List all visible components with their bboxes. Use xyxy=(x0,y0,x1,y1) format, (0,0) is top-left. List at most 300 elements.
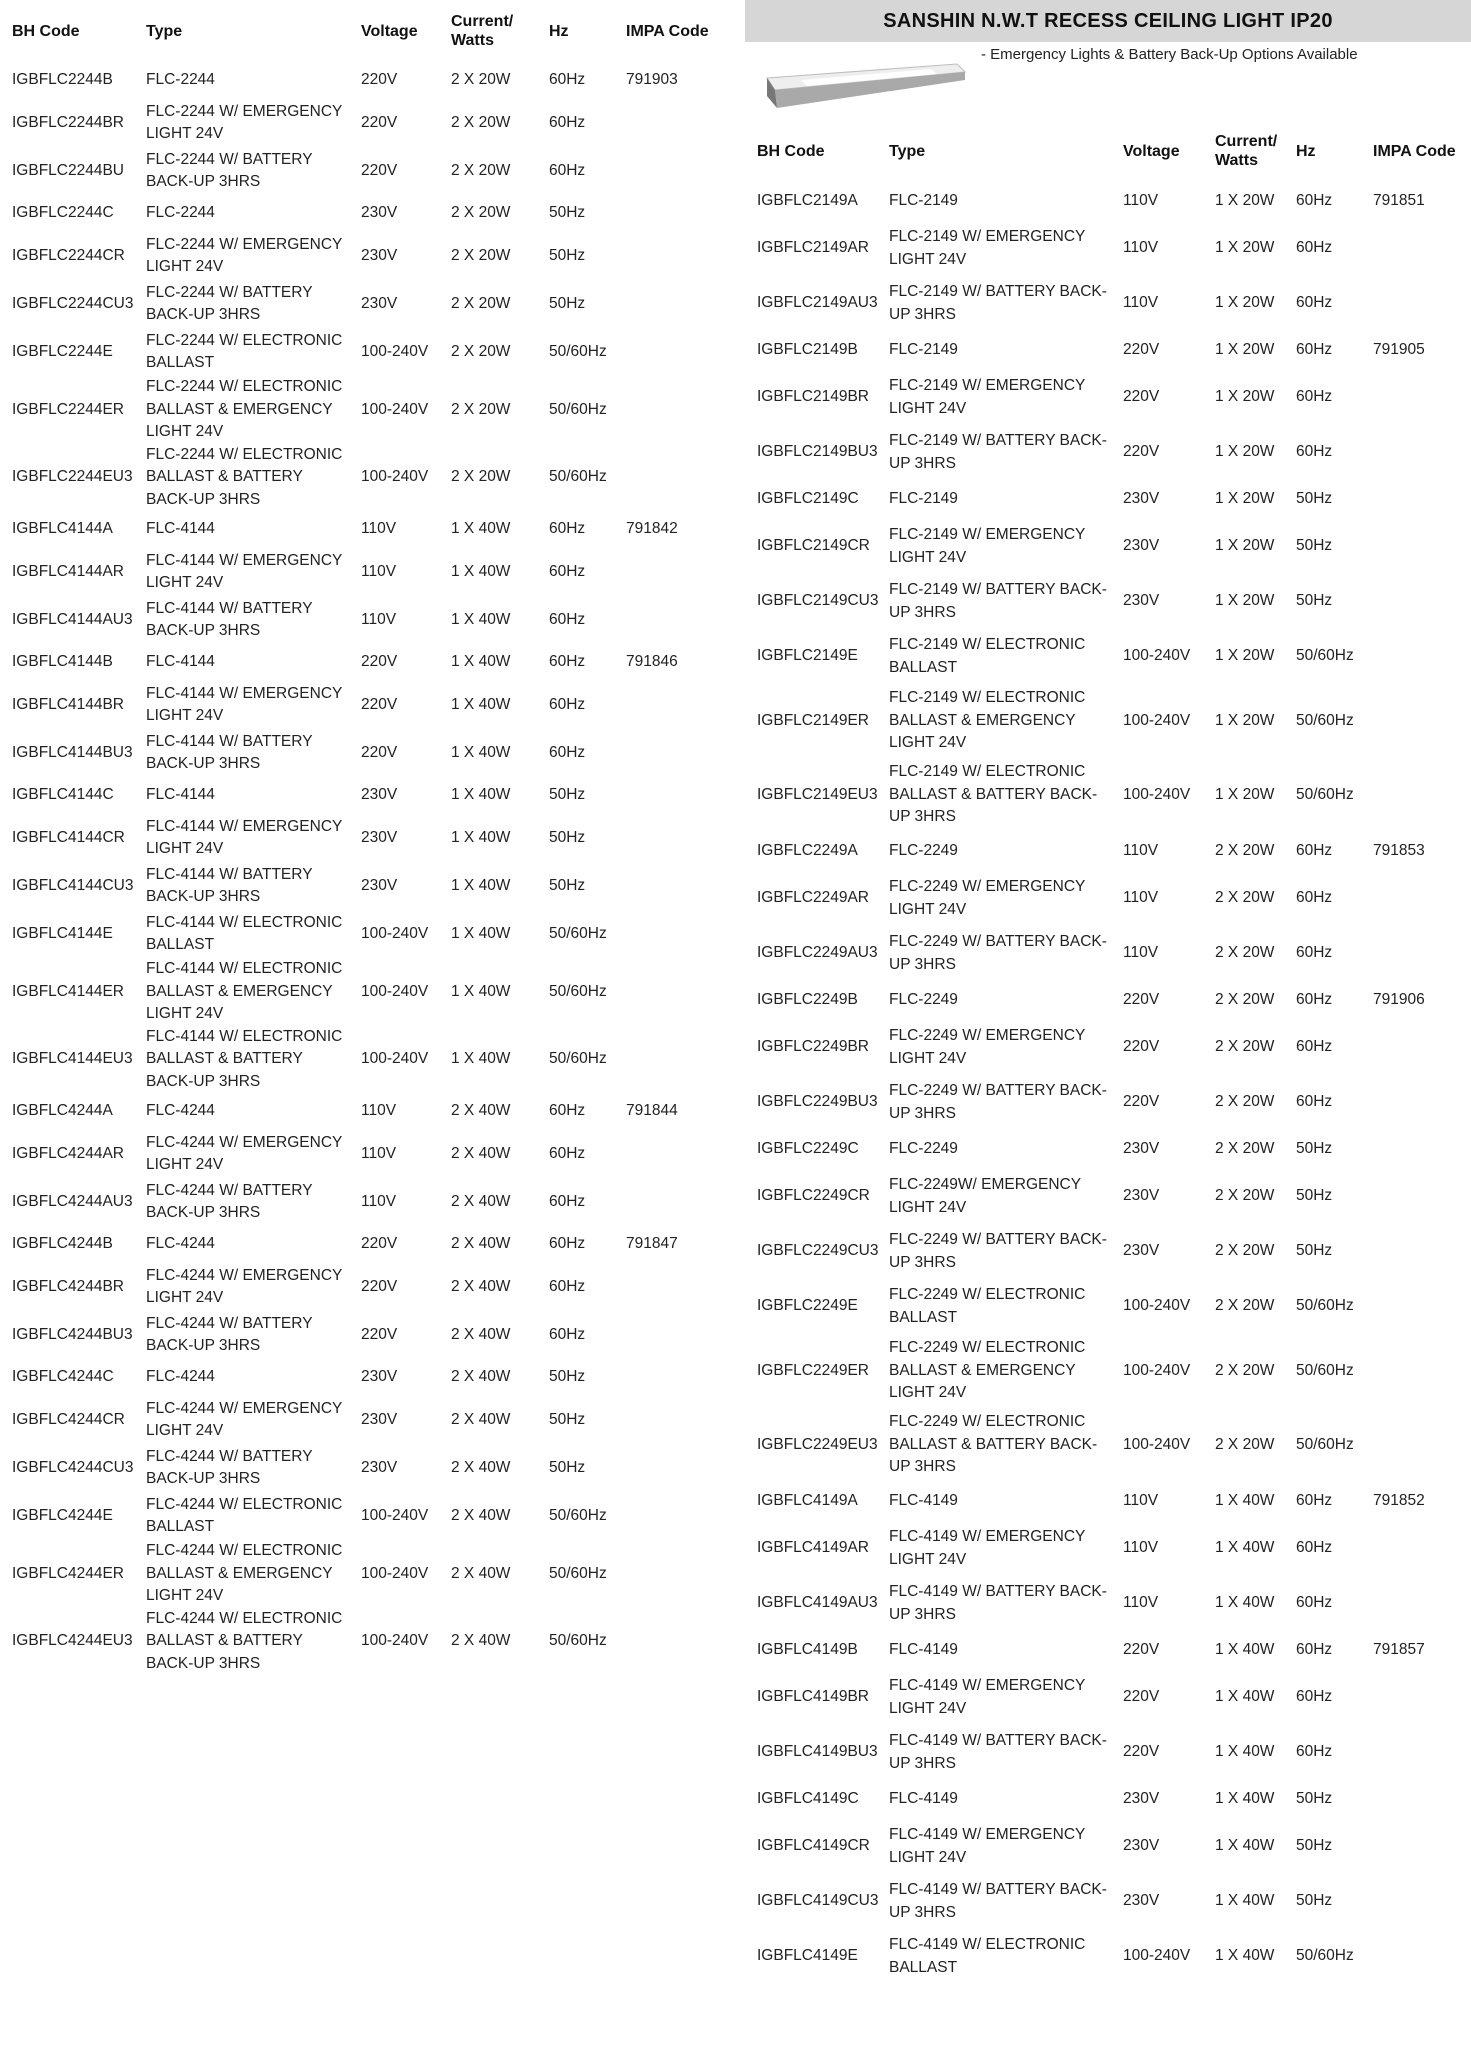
cell-hz: 60Hz xyxy=(1296,294,1333,312)
cell-hz: 60Hz xyxy=(1296,1093,1333,1111)
cell-bh-code: IGBFLC2244C xyxy=(12,204,114,222)
cell-type: FLC-2249 xyxy=(889,1140,958,1158)
cell-hz: 50Hz xyxy=(1296,1837,1333,1855)
cell-voltage: 110V xyxy=(361,610,397,628)
cell-hz: 60Hz xyxy=(549,695,586,713)
cell-voltage: 230V xyxy=(1123,1790,1160,1808)
cell-bh-code: IGBFLC2149CR xyxy=(757,537,870,555)
cell-hz: 50/60Hz xyxy=(1296,1435,1354,1453)
cell-impa-code xyxy=(614,548,730,596)
cell-current-watts: 2 X 40W xyxy=(451,1102,511,1120)
column-header-impa-code: IMPA Code xyxy=(1373,142,1456,160)
cell-hz: 60Hz xyxy=(1296,192,1333,210)
table-row xyxy=(0,444,730,512)
right-spec-table xyxy=(745,120,1471,1984)
cell-bh-code: IGBFLC2249CR xyxy=(757,1187,870,1205)
cell-type: FLC-4244 W/ ELECTRONIC BALLAST xyxy=(146,1495,343,1535)
cell-hz: 60Hz xyxy=(1296,944,1333,962)
cell-current-watts: 2 X 20W xyxy=(1215,1187,1275,1205)
cell-type: FLC-4244 W/ BATTERY BACK-UP 3HRS xyxy=(146,1447,313,1487)
cell-hz: 50Hz xyxy=(549,876,586,894)
cell-current-watts: 1 X 40W xyxy=(1215,1837,1275,1855)
cell-type: FLC-4244 W/ ELECTRONIC BALLAST & BATTERY BACK-UP 3HRS xyxy=(146,1609,343,1672)
cell-impa-code: 791905 xyxy=(1373,341,1425,359)
cell-hz: 50/60Hz xyxy=(1296,785,1354,803)
table-row xyxy=(745,182,1471,221)
cell-impa-code: 791906 xyxy=(1373,991,1425,1009)
cell-impa-code xyxy=(614,376,730,444)
cell-bh-code: IGBFLC2244BR xyxy=(12,113,124,131)
cell-impa-code xyxy=(614,1492,730,1540)
cell-type: FLC-2244 W/ EMERGENCY LIGHT 24V xyxy=(146,235,343,275)
cell-voltage: 100-240V xyxy=(1123,1297,1191,1315)
cell-type: FLC-2249 W/ BATTERY BACK-UP 3HRS xyxy=(889,1082,1107,1122)
cell-bh-code: IGBFLC4244ER xyxy=(12,1564,124,1582)
cell-voltage: 230V xyxy=(1123,1242,1160,1260)
cell-hz: 50Hz xyxy=(549,204,586,222)
column-header-voltage: Voltage xyxy=(1123,142,1180,160)
cell-voltage: 100-240V xyxy=(361,1632,429,1649)
cell-type: FLC-2249 W/ BATTERY BACK-UP 3HRS xyxy=(889,933,1107,973)
cell-bh-code: IGBFLC4244EU3 xyxy=(12,1632,133,1649)
cell-voltage: 220V xyxy=(361,71,398,89)
cell-hz: 60Hz xyxy=(1296,341,1333,359)
cell-hz: 60Hz xyxy=(1296,1688,1333,1706)
cell-voltage: 230V xyxy=(361,828,398,846)
cell-impa-code: 791851 xyxy=(1373,192,1425,210)
cell-current-watts: 2 X 20W xyxy=(1215,842,1275,860)
table-row xyxy=(745,1408,1471,1482)
cell-type: FLC-4244 xyxy=(146,1368,215,1386)
cell-current-watts: 2 X 40W xyxy=(451,1192,511,1210)
cell-impa-code xyxy=(1361,1408,1471,1482)
cell-bh-code: IGBFLC4144B xyxy=(12,653,113,671)
cell-hz: 60Hz xyxy=(1296,1743,1333,1761)
cell-bh-code: IGBFLC4244B xyxy=(12,1235,113,1253)
cell-hz: 60Hz xyxy=(549,610,586,628)
cell-current-watts: 2 X 40W xyxy=(451,1410,511,1428)
table-row xyxy=(0,1608,730,1676)
table-row xyxy=(0,1226,730,1263)
cell-current-watts: 1 X 40W xyxy=(1215,1594,1275,1612)
cell-voltage: 220V xyxy=(1123,388,1160,406)
table-row xyxy=(745,1780,1471,1819)
cell-hz: 50Hz xyxy=(549,294,586,312)
table-row xyxy=(745,1334,1471,1408)
section-title-banner xyxy=(745,0,1471,42)
cell-voltage: 100-240V xyxy=(1123,711,1191,729)
cell-type: FLC-4144 W/ ELECTRONIC BALLAST & BATTERY BACK-UP 3HRS xyxy=(146,1027,343,1090)
section-title: SANSHIN N.W.T RECESS CEILING LIGHT IP20 xyxy=(883,9,1333,32)
cell-voltage: 110V xyxy=(361,520,397,538)
cell-type: FLC-4244 W/ ELECTRONIC BALLAST & EMERGENCY LIGHT 24V xyxy=(146,1542,343,1604)
cell-hz: 60Hz xyxy=(549,520,586,538)
table-row xyxy=(745,221,1471,276)
cell-hz: 60Hz xyxy=(1296,1594,1333,1612)
cell-voltage: 220V xyxy=(1123,1093,1160,1111)
cell-type: FLC-4244 xyxy=(146,1102,215,1120)
cell-voltage: 110V xyxy=(361,1144,397,1162)
cell-hz: 50/60Hz xyxy=(549,982,607,1000)
cell-hz: 60Hz xyxy=(1296,443,1333,461)
table-row xyxy=(745,871,1471,926)
cell-type: FLC-4144 W/ EMERGENCY LIGHT 24V xyxy=(146,551,343,591)
cell-type: FLC-2149 W/ ELECTRONIC BALLAST & BATTERY BACK-UP 3HRS xyxy=(889,763,1098,826)
cell-type: FLC-2149 xyxy=(889,192,958,210)
column-header-type: Type xyxy=(146,22,183,40)
cell-bh-code: IGBFLC4149C xyxy=(757,1790,859,1808)
cell-voltage: 220V xyxy=(1123,1641,1160,1659)
table-row xyxy=(745,1819,1471,1874)
cell-hz: 50/60Hz xyxy=(549,1050,607,1067)
cell-impa-code xyxy=(614,910,730,958)
cell-current-watts: 1 X 40W xyxy=(451,1050,511,1067)
cell-voltage: 220V xyxy=(1123,1038,1160,1056)
cell-current-watts: 2 X 20W xyxy=(1215,991,1275,1009)
table-row xyxy=(0,1026,730,1094)
cell-current-watts: 1 X 20W xyxy=(1215,341,1275,359)
cell-type: FLC-4149 W/ EMERGENCY LIGHT 24V xyxy=(889,1528,1086,1568)
cell-voltage: 230V xyxy=(361,204,398,222)
cell-current-watts: 1 X 40W xyxy=(451,828,511,846)
cell-type: FLC-4144 W/ ELECTRONIC BALLAST xyxy=(146,913,343,953)
cell-bh-code: IGBFLC2244E xyxy=(12,342,113,360)
table-row xyxy=(745,425,1471,480)
cell-impa-code xyxy=(1361,758,1471,832)
column-header-current-watts: Current/ Watts xyxy=(1215,133,1278,169)
table-row xyxy=(0,1359,730,1396)
cell-voltage: 220V xyxy=(361,1277,398,1295)
cell-hz: 50Hz xyxy=(1296,537,1333,555)
table-row xyxy=(745,1576,1471,1631)
cell-hz: 50/60Hz xyxy=(1296,1361,1354,1379)
cell-type: FLC-2149 W/ BATTERY BACK-UP 3HRS xyxy=(889,432,1107,472)
cell-type: FLC-2149 W/ ELECTRONIC BALLAST xyxy=(889,636,1086,676)
cell-voltage: 100-240V xyxy=(1123,1947,1191,1965)
cell-hz: 60Hz xyxy=(1296,991,1333,1009)
cell-current-watts: 2 X 40W xyxy=(451,1368,511,1386)
cell-impa-code xyxy=(1361,1279,1471,1334)
cell-type: FLC-4244 W/ BATTERY BACK-UP 3HRS xyxy=(146,1314,313,1354)
cell-impa-code xyxy=(614,444,730,512)
cell-type: FLC-2149 W/ EMERGENCY LIGHT 24V xyxy=(889,228,1086,268)
cell-impa-code xyxy=(1361,926,1471,981)
cell-current-watts: 1 X 40W xyxy=(451,982,511,1000)
cell-voltage: 230V xyxy=(1123,490,1160,508)
cell-voltage: 110V xyxy=(361,1102,397,1120)
cell-impa-code xyxy=(1361,1670,1471,1725)
table-row xyxy=(0,910,730,958)
cell-type: FLC-2249 W/ ELECTRONIC BALLAST & EMERGENCY LIGHT 24V xyxy=(889,1339,1086,1402)
cell-impa-code: 791857 xyxy=(1373,1641,1425,1659)
cell-hz: 50/60Hz xyxy=(1296,1297,1354,1315)
cell-impa-code xyxy=(614,1263,730,1311)
cell-impa-code xyxy=(614,596,730,644)
cell-impa-code xyxy=(1361,871,1471,926)
cell-bh-code: IGBFLC2244BU xyxy=(12,161,124,179)
cell-impa-code xyxy=(1361,574,1471,629)
cell-voltage: 100-240V xyxy=(361,924,429,942)
cell-hz: 50/60Hz xyxy=(549,342,607,360)
table-row xyxy=(0,814,730,862)
table-row xyxy=(745,574,1471,629)
cell-impa-code xyxy=(614,681,730,729)
cell-hz: 50/60Hz xyxy=(1296,1947,1354,1965)
cell-voltage: 110V xyxy=(1123,1492,1159,1510)
cell-impa-code xyxy=(1361,1075,1471,1130)
cell-voltage: 230V xyxy=(1123,1187,1160,1205)
table-row xyxy=(745,1482,1471,1521)
cell-current-watts: 1 X 40W xyxy=(1215,1492,1275,1510)
cell-current-watts: 2 X 20W xyxy=(451,468,511,485)
cell-current-watts: 2 X 20W xyxy=(1215,1435,1275,1453)
cell-bh-code: IGBFLC4149CU3 xyxy=(757,1892,879,1910)
cell-hz: 50/60Hz xyxy=(549,400,607,418)
cell-current-watts: 1 X 20W xyxy=(1215,239,1275,257)
left-table-body xyxy=(0,62,730,1675)
cell-bh-code: IGBFLC2149C xyxy=(757,490,859,508)
cell-voltage: 220V xyxy=(1123,443,1160,461)
column-header-bh-code: BH Code xyxy=(757,142,825,160)
cell-current-watts: 1 X 20W xyxy=(1215,785,1275,803)
cell-hz: 60Hz xyxy=(549,653,586,671)
cell-type: FLC-4144 xyxy=(146,786,215,804)
cell-current-watts: 1 X 20W xyxy=(1215,490,1275,508)
cell-current-watts: 1 X 40W xyxy=(451,786,511,804)
cell-bh-code: IGBFLC4244BR xyxy=(12,1277,124,1295)
cell-impa-code xyxy=(1361,1020,1471,1075)
table-row xyxy=(745,1725,1471,1780)
cell-bh-code: IGBFLC4144BU3 xyxy=(12,743,133,761)
cell-impa-code xyxy=(614,958,730,1026)
cell-voltage: 110V xyxy=(1123,192,1159,210)
cell-type: FLC-4149 xyxy=(889,1492,958,1510)
cell-current-watts: 2 X 20W xyxy=(1215,1361,1275,1379)
cell-hz: 60Hz xyxy=(549,562,586,580)
cell-hz: 60Hz xyxy=(1296,1539,1333,1557)
cell-voltage: 110V xyxy=(1123,842,1159,860)
cell-bh-code: IGBFLC2149CU3 xyxy=(757,592,879,610)
cell-impa-code xyxy=(1361,1780,1471,1819)
cell-voltage: 100-240V xyxy=(1123,785,1191,803)
cell-type: FLC-2249 W/ EMERGENCY LIGHT 24V xyxy=(889,1027,1086,1067)
cell-voltage: 100-240V xyxy=(1123,647,1191,665)
cell-current-watts: 1 X 40W xyxy=(1215,1688,1275,1706)
cell-bh-code: IGBFLC2244CU3 xyxy=(12,294,134,312)
cell-hz: 60Hz xyxy=(1296,1641,1333,1659)
cell-bh-code: IGBFLC4144BR xyxy=(12,695,124,713)
cell-type: FLC-4144 W/ BATTERY BACK-UP 3HRS xyxy=(146,599,313,639)
cell-bh-code: IGBFLC2249ER xyxy=(757,1361,869,1379)
cell-current-watts: 1 X 20W xyxy=(1215,192,1275,210)
table-row xyxy=(745,370,1471,425)
cell-bh-code: IGBFLC2149EU3 xyxy=(757,785,878,803)
cell-bh-code: IGBFLC4149AU3 xyxy=(757,1594,878,1612)
table-row xyxy=(0,232,730,280)
cell-current-watts: 2 X 20W xyxy=(451,342,511,360)
table-row xyxy=(745,276,1471,331)
left-product-column xyxy=(0,0,730,1675)
table-row xyxy=(0,1396,730,1444)
cell-impa-code xyxy=(1361,480,1471,519)
cell-bh-code: IGBFLC2249C xyxy=(757,1140,859,1158)
cell-voltage: 100-240V xyxy=(361,1050,429,1067)
cell-impa-code xyxy=(614,1178,730,1226)
cell-type: FLC-4244 xyxy=(146,1235,215,1253)
cell-current-watts: 2 X 20W xyxy=(1215,944,1275,962)
cell-current-watts: 1 X 20W xyxy=(1215,592,1275,610)
section-subtitle: - Emergency Lights & Battery Back-Up Options Available xyxy=(981,46,1358,63)
cell-voltage: 100-240V xyxy=(361,400,429,418)
cell-impa-code xyxy=(1361,370,1471,425)
cell-voltage: 110V xyxy=(361,562,397,580)
cell-voltage: 230V xyxy=(1123,1140,1160,1158)
cell-voltage: 230V xyxy=(361,1410,398,1428)
cell-hz: 50Hz xyxy=(549,828,586,846)
cell-bh-code: IGBFLC2249B xyxy=(757,991,858,1009)
cell-impa-code xyxy=(1361,684,1471,758)
cell-impa-code: 791852 xyxy=(1373,1492,1425,1510)
cell-impa-code: 791844 xyxy=(626,1102,678,1120)
table-row xyxy=(745,1631,1471,1670)
cell-current-watts: 2 X 40W xyxy=(451,1235,511,1253)
cell-hz: 50Hz xyxy=(549,246,586,264)
table-row xyxy=(745,1130,1471,1169)
cell-bh-code: IGBFLC4144C xyxy=(12,786,114,804)
cell-impa-code xyxy=(614,1311,730,1359)
cell-type: FLC-4244 W/ EMERGENCY LIGHT 24V xyxy=(146,1399,343,1439)
table-row xyxy=(745,629,1471,684)
cell-current-watts: 1 X 40W xyxy=(1215,1539,1275,1557)
cell-voltage: 110V xyxy=(1123,239,1159,257)
table-row xyxy=(0,1093,730,1130)
cell-bh-code: IGBFLC4244C xyxy=(12,1368,114,1386)
cell-current-watts: 1 X 20W xyxy=(1215,711,1275,729)
column-header-impa-code: IMPA Code xyxy=(626,22,709,40)
cell-bh-code: IGBFLC4144ER xyxy=(12,982,124,1000)
cell-bh-code: IGBFLC2149BR xyxy=(757,388,869,406)
table-row xyxy=(0,777,730,814)
column-header-hz: Hz xyxy=(549,22,569,40)
cell-current-watts: 2 X 40W xyxy=(451,1144,511,1162)
cell-impa-code xyxy=(614,280,730,328)
cell-bh-code: IGBFLC4149BU3 xyxy=(757,1743,878,1761)
table-row xyxy=(745,1670,1471,1725)
cell-type: FLC-2249 W/ ELECTRONIC BALLAST xyxy=(889,1286,1086,1326)
cell-type: FLC-4149 W/ EMERGENCY LIGHT 24V xyxy=(889,1677,1086,1717)
cell-bh-code: IGBFLC2249EU3 xyxy=(757,1435,878,1453)
cell-type: FLC-4144 W/ BATTERY BACK-UP 3HRS xyxy=(146,732,313,772)
cell-bh-code: IGBFLC4144A xyxy=(12,520,113,538)
cell-type: FLC-4149 W/ ELECTRONIC BALLAST xyxy=(889,1936,1086,1976)
table-row xyxy=(0,862,730,910)
table-row xyxy=(745,981,1471,1020)
right-product-column xyxy=(745,0,1471,1984)
table-row xyxy=(0,195,730,232)
cell-impa-code: 791846 xyxy=(626,653,678,671)
table-row xyxy=(0,1178,730,1226)
cell-type: FLC-2249 W/ EMERGENCY LIGHT 24V xyxy=(889,878,1086,918)
cell-voltage: 230V xyxy=(361,786,398,804)
cell-bh-code: IGBFLC2244B xyxy=(12,71,113,89)
table-row xyxy=(0,548,730,596)
cell-impa-code xyxy=(614,1396,730,1444)
cell-current-watts: 1 X 20W xyxy=(1215,647,1275,665)
table-row xyxy=(745,1169,1471,1224)
cell-voltage: 220V xyxy=(1123,1743,1160,1761)
cell-bh-code: IGBFLC2149A xyxy=(757,192,858,210)
cell-hz: 50/60Hz xyxy=(549,1506,607,1524)
cell-voltage: 230V xyxy=(1123,1837,1160,1855)
cell-current-watts: 2 X 20W xyxy=(451,113,511,131)
cell-impa-code xyxy=(1361,1874,1471,1929)
cell-type: FLC-2249 xyxy=(889,991,958,1009)
cell-impa-code xyxy=(614,729,730,777)
column-header-current-watts: Current/ Watts xyxy=(451,13,514,49)
cell-impa-code xyxy=(614,328,730,376)
table-row xyxy=(0,99,730,147)
table-row xyxy=(0,328,730,376)
cell-impa-code xyxy=(1361,276,1471,331)
cell-voltage: 110V xyxy=(361,1192,397,1210)
cell-hz: 60Hz xyxy=(549,1235,586,1253)
cell-bh-code: IGBFLC2149AU3 xyxy=(757,294,878,312)
cell-bh-code: IGBFLC4144CU3 xyxy=(12,876,134,894)
cell-voltage: 220V xyxy=(361,653,398,671)
cell-voltage: 220V xyxy=(361,695,398,713)
cell-bh-code: IGBFLC2149AR xyxy=(757,239,869,257)
cell-hz: 50/60Hz xyxy=(549,468,607,485)
cell-type: FLC-2244 xyxy=(146,71,215,89)
table-row xyxy=(0,511,730,548)
cell-current-watts: 1 X 20W xyxy=(1215,537,1275,555)
cell-hz: 60Hz xyxy=(1296,388,1333,406)
cell-current-watts: 1 X 40W xyxy=(451,520,511,538)
cell-type: FLC-2149 xyxy=(889,490,958,508)
cell-impa-code xyxy=(1361,425,1471,480)
cell-type: FLC-2244 W/ EMERGENCY LIGHT 24V xyxy=(146,102,343,142)
table-row xyxy=(745,1279,1471,1334)
cell-hz: 50/60Hz xyxy=(549,1632,607,1649)
cell-impa-code: 791903 xyxy=(626,71,678,89)
table-row xyxy=(745,1020,1471,1075)
cell-voltage: 110V xyxy=(1123,294,1159,312)
cell-type: FLC-2244 W/ ELECTRONIC BALLAST & EMERGENCY LIGHT 24V xyxy=(146,378,343,440)
cell-bh-code: IGBFLC4244AR xyxy=(12,1144,124,1162)
cell-current-watts: 1 X 40W xyxy=(451,653,511,671)
cell-hz: 50Hz xyxy=(549,1368,586,1386)
cell-voltage: 220V xyxy=(1123,341,1160,359)
table-row xyxy=(0,729,730,777)
cell-hz: 60Hz xyxy=(549,71,586,89)
table-row xyxy=(745,480,1471,519)
cell-current-watts: 2 X 40W xyxy=(451,1277,511,1295)
cell-hz: 60Hz xyxy=(549,1102,586,1120)
cell-bh-code: IGBFLC4244CR xyxy=(12,1410,125,1428)
cell-bh-code: IGBFLC2249BR xyxy=(757,1038,869,1056)
cell-type: FLC-4144 xyxy=(146,653,215,671)
cell-impa-code xyxy=(614,232,730,280)
cell-current-watts: 1 X 40W xyxy=(1215,1641,1275,1659)
cell-hz: 60Hz xyxy=(549,1144,586,1162)
cell-hz: 50Hz xyxy=(1296,490,1333,508)
left-spec-table xyxy=(0,0,730,1675)
product-strip xyxy=(745,42,1471,120)
cell-current-watts: 1 X 40W xyxy=(451,610,511,628)
cell-impa-code xyxy=(1361,1576,1471,1631)
cell-type: FLC-2249 W/ BATTERY BACK-UP 3HRS xyxy=(889,1231,1107,1271)
cell-bh-code: IGBFLC2249AU3 xyxy=(757,944,878,962)
